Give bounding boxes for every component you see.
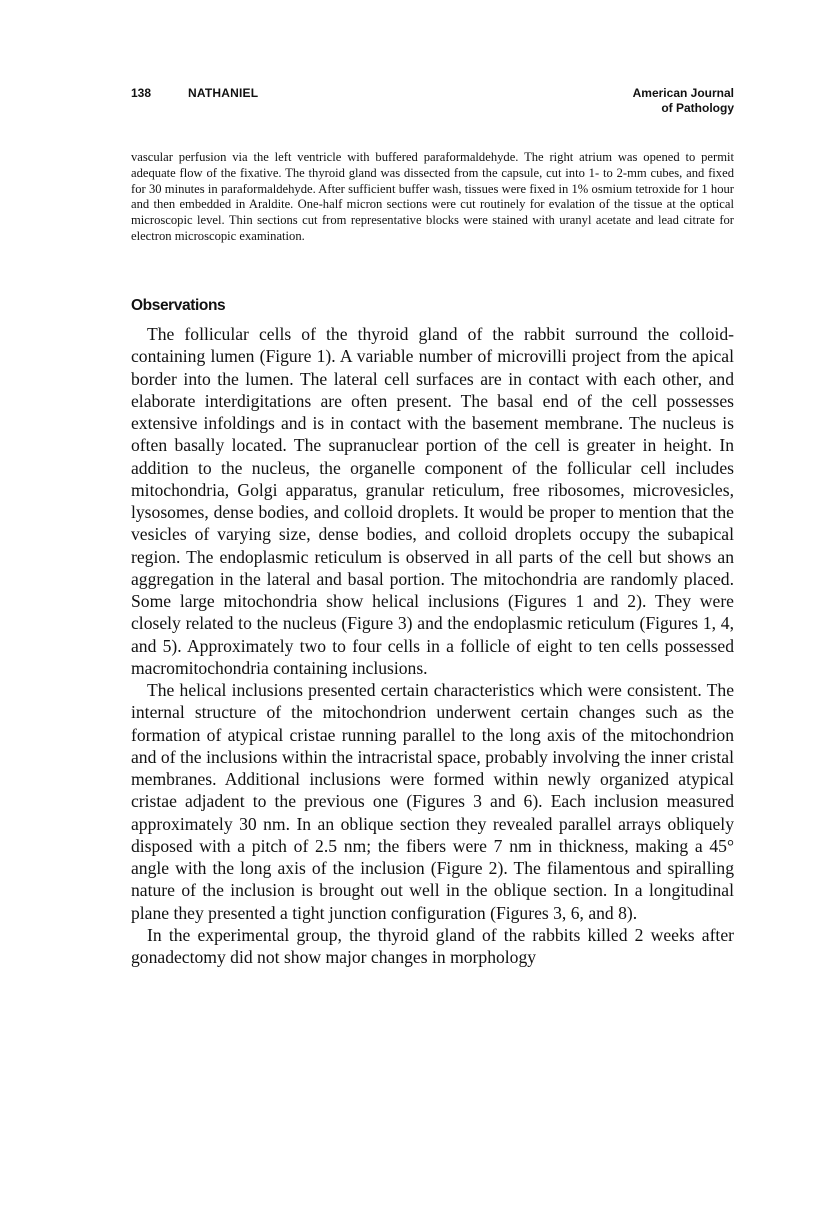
journal-name-line-2: of Pathology: [661, 101, 734, 115]
body-paragraph-2: The helical inclusions presented certain characteristics which were consistent. The internal structure of the mitochondrion underwent certain changes such as the formation of atypical cristae running parallel to the long axis of the mitochondrion and of the inclusions within the intracristal space, probably involving the inner cristal membranes. Additional inclusions were formed within newly organized atypical cristae adjadent to the previous one (Figures 3 and 6). Each inclusion measured approximately 30 nm. In an oblique section they revealed parallel arrays obliquely disposed with a pitch of 2.5 nm; the fibers were 7 nm in thickness, making a 45° angle with the long axis of the inclusion (Figure 2). The filamentous and spiralling nature of the inclusion is brought out well in the oblique section. In a longitudinal plane they presented a tight junction configuration (Figures 3, 6, and 8).: [131, 680, 734, 923]
body-paragraph-3: In the experimental group, the thyroid gland of the rabbits killed 2 weeks after gonadectomy did not show major changes in morphology: [131, 924, 734, 967]
body-paragraph-1: The follicular cells of the thyroid gland of the rabbit surround the colloid-containing lumen (Figure 1). A variable number of microvilli project from the apical border into the lumen. The lateral cell surfaces are in contact with each other, and elaborate interdigitations are often present. The basal end of the cell possesses extensive infoldings and is in contact with the basement membrane. The nucleus is often basally located. The supranuclear portion of the cell is greater in height. In addition to the nucleus, the organelle component of the follicular cell includes mitochondria, Golgi apparatus, granular reticulum, free ribosomes, microvesicles, lysosomes, dense bodies, and colloid droplets. It would be proper to mention that the vesicles of varying size, dense bodies, and colloid droplets occupy the subapical region. The endoplasmic reticulum is observed in all parts of the cell but shows an aggregation in the lateral and basal portion. The mitochondria are randomly placed. Some large mitochondria show helical inclusions (Figures 1 and 2). They were closely related to the nucleus (Figure 3) and the endoplasmic reticulum (Figures 1, 4, and 5). Approximately two to four cells in a follicle of eight to ten cells possessed macromitochondria containing inclusions.: [131, 324, 734, 678]
running-header: [131, 86, 734, 126]
observations-body: [131, 323, 734, 968]
journal-name: [633, 86, 734, 116]
section-title: Observations: [131, 297, 226, 314]
page-number: 138: [131, 86, 152, 100]
journal-name-line-1: American Journal: [632, 86, 734, 100]
methods-paragraph: vascular perfusion via the left ventricle with buffered paraformaldehyde. The right atrium was opened to permit adequate flow of the fixative. The thyroid gland was dissected from the capsule, cut into 1- to 2-mm cubes, and fixed for 30 minutes in paraformaldehyde. After sufficient buffer wash, tissues were fixed in 1% osmium tetroxide for 1 hour and then embedded in Araldite. One-half micron sections were cut routinely for evalation of the tissue at the optical microscopic level. Thin sections cut from representative blocks were stained with uranyl acetate and lead citrate for electron microscopic examination.: [131, 150, 734, 243]
running-author: NATHANIEL: [188, 86, 259, 100]
